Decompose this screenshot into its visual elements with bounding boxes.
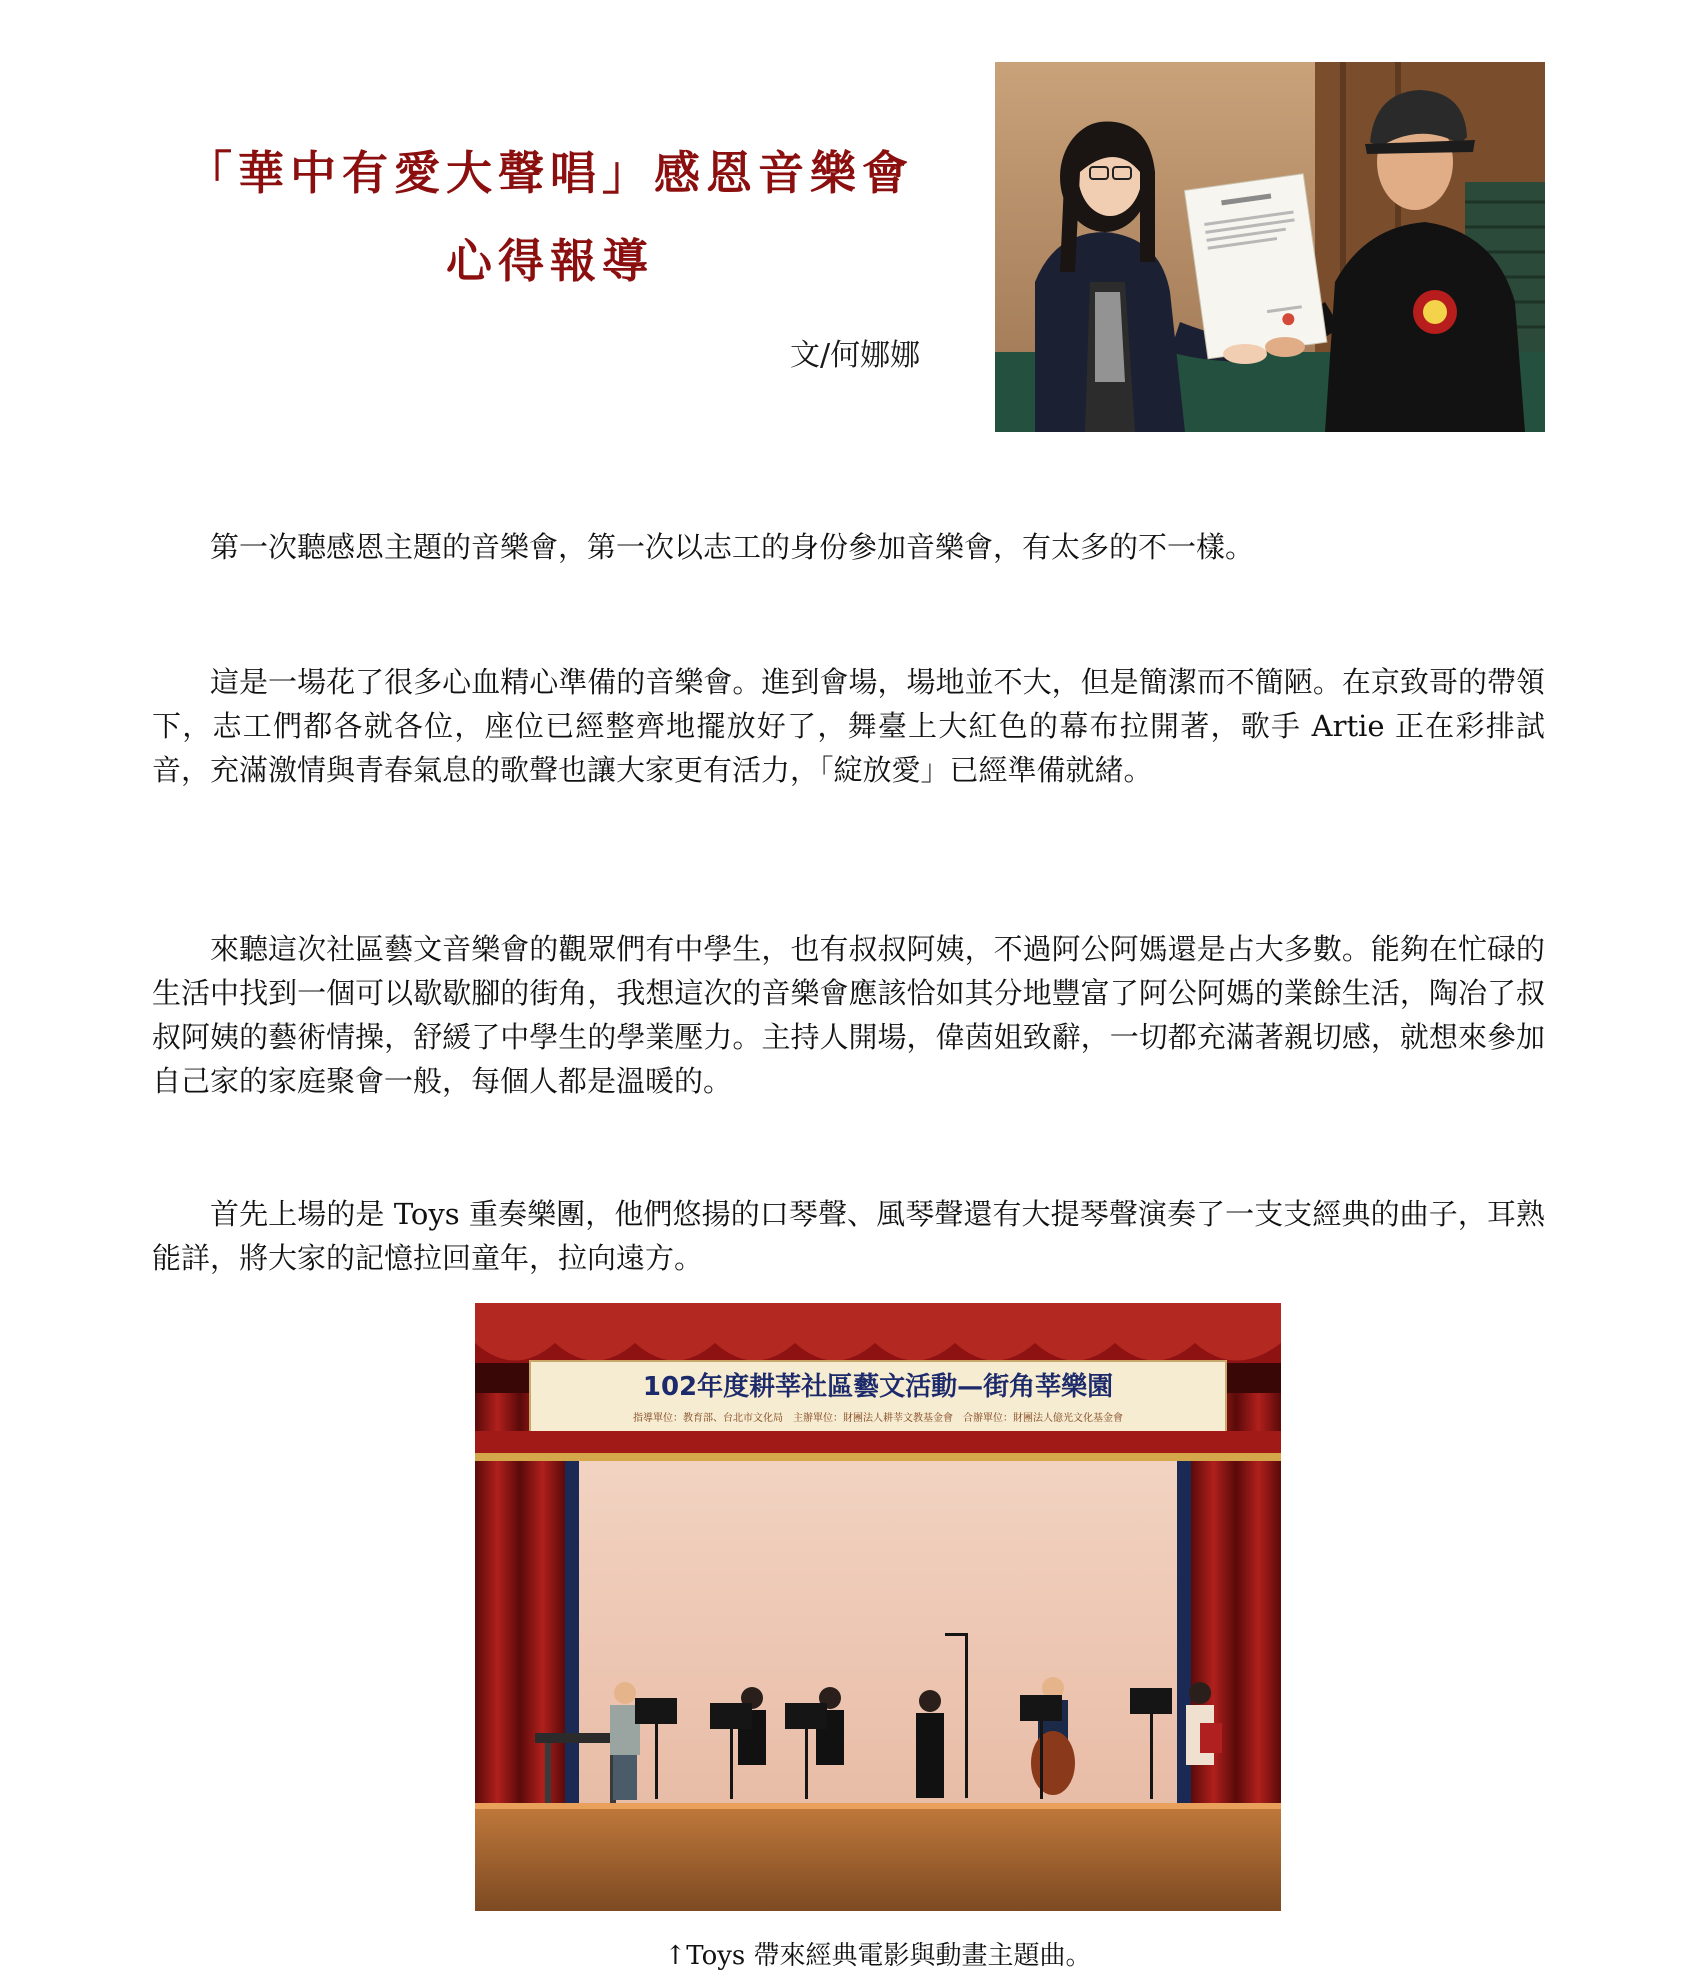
article-title-line2: 心得報導 <box>446 234 654 288</box>
stage-performance-photo <box>475 1303 1281 1911</box>
article-title-line1: 「華中有愛大聲唱」感恩音樂會 <box>186 146 914 200</box>
paragraph-2: 這是一場花了很多心血精心準備的音樂會。進到會場，場地並不大，但是簡潔而不簡陋。在京致哥的帶領下，志工們都各就各位，座位已經整齊地擺放好了，舞臺上大紅色的幕布拉開著，歌手 Artie 正在彩排試音，充滿激情與青春氣息的歌聲也讓大家更有活力，「綻放愛」已經準備就緒。 <box>152 665 1545 787</box>
paragraph-3: 來聽這次社區藝文音樂會的觀眾們有中學生，也有叔叔阿姨，不過阿公阿媽還是占大多數。能夠在忙碌的生活中找到一個可以歇歇腳的街角，我想這次的音樂會應該恰如其分地豐富了阿公阿媽的業餘生活，陶冶了叔叔阿姨的藝術情操，舒緩了中學生的學業壓力。主持人開場，偉茵姐致辭，一切都充滿著親切感，就想來參加自己家的家庭聚會一般，每個人都是溫暖的。 <box>152 932 1545 1098</box>
stage-photo-caption: ↑Toys 帶來經典電影與動畫主題曲。 <box>664 1941 1092 1971</box>
paragraph-4: 首先上場的是 Toys 重奏樂團，他們悠揚的口琴聲、風琴聲還有大提琴聲演奏了一支支經典的曲子，耳熟能詳，將大家的記憶拉回童年，拉向遠方。 <box>152 1197 1545 1275</box>
article-author: 文/何娜娜 <box>790 338 921 373</box>
paragraph-1: 第一次聽感恩主題的音樂會，第一次以志工的身份參加音樂會，有太多的不一樣。 <box>210 530 1255 564</box>
stage-banner-subtitle: 指導單位：教育部、台北市文化局 主辦單位：財團法人耕莘文教基金會 合辦單位：財團法人億光文化基金會 <box>633 1413 1123 1424</box>
stage-banner-title: 102年度耕莘社區藝文活動—街角莘樂園 <box>642 1372 1114 1402</box>
certificate-presentation-photo <box>995 62 1545 432</box>
